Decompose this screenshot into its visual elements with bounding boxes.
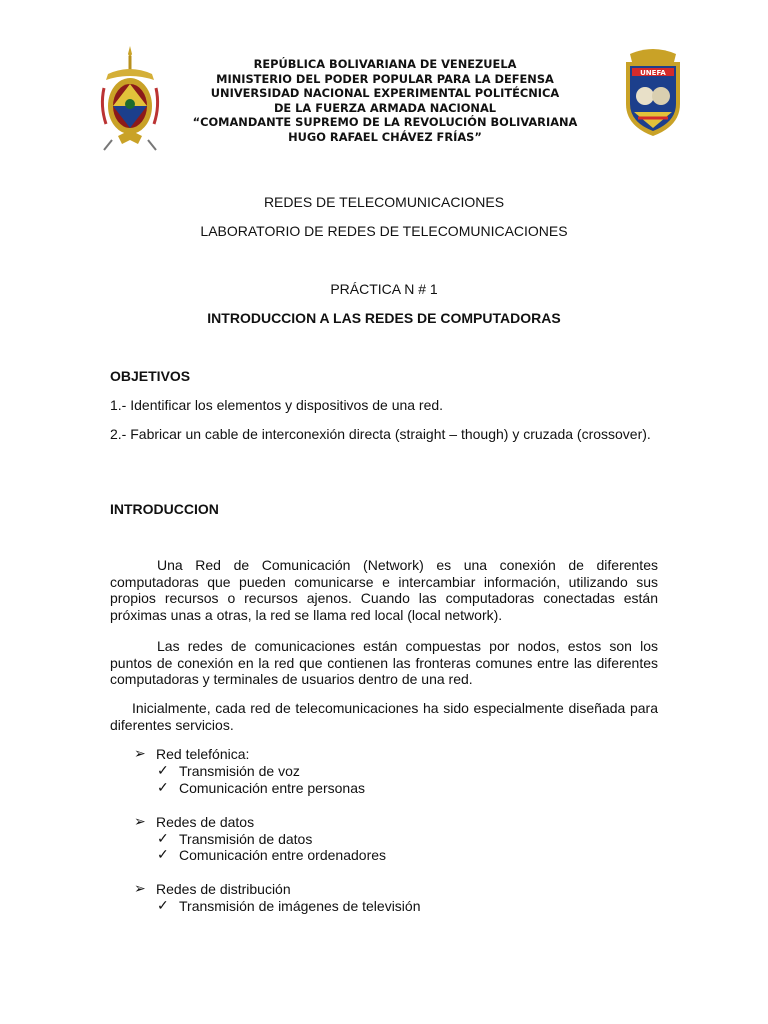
intro-heading: INTRODUCCION xyxy=(110,501,219,517)
checkmark-icon: ✓ xyxy=(157,897,169,913)
arrow-bullet-icon: ➢ xyxy=(134,745,146,761)
course-title: REDES DE TELECOMUNICACIONES xyxy=(263,194,505,210)
network-feature-label: Transmisión de imágenes de televisión xyxy=(179,897,421,914)
list-item xyxy=(157,846,386,863)
header-line: REPÚBLICA BOLIVARIANA DE VENEZUELA xyxy=(253,57,517,71)
list-item xyxy=(134,880,291,897)
header-line: MINISTERIO DEL PODER POPULAR PARA LA DEFENSA xyxy=(216,71,554,86)
institution-header xyxy=(190,57,580,145)
objectives-heading: OBJETIVOS xyxy=(110,368,191,384)
lab-title: LABORATORIO DE REDES DE TELECOMUNICACIONES xyxy=(200,223,568,239)
network-type-label: Red telefónica xyxy=(156,745,246,762)
network-feature-label: Transmisión de datos xyxy=(179,830,313,847)
checkmark-icon: ✓ xyxy=(157,762,169,778)
arrow-bullet-icon: ➢ xyxy=(134,813,146,829)
list-item xyxy=(157,830,312,847)
intro-paragraph: Las redes de comunicaciones están compuestas por nodos, estos son los puntos de conexión en la red que contienen las fronteras comunes entre las diferentes computadoras y terminales de usuarios dentro de una red. xyxy=(110,638,658,688)
network-type-label: Redes de datos xyxy=(156,813,255,830)
network-feature-label: Comunicación entre personas xyxy=(179,779,365,796)
network-feature-label: Comunicación entre ordenadores xyxy=(179,846,387,863)
list-item xyxy=(134,813,254,830)
network-feature-label: Transmisión de voz xyxy=(179,762,300,779)
practice-topic: INTRODUCCION A LAS REDES DE COMPUTADORAS xyxy=(207,310,561,326)
list-item xyxy=(157,897,421,914)
university-crest-icon xyxy=(98,44,162,152)
network-type-label: Redes de distribución xyxy=(156,880,291,897)
header-line: DE LA FUERZA ARMADA NACIONAL xyxy=(273,100,497,115)
header-line: UNIVERSIDAD NACIONAL EXPERIMENTAL POLITÉCNICA xyxy=(210,86,560,101)
unefa-shield-icon xyxy=(620,46,686,138)
checkmark-icon: ✓ xyxy=(157,846,169,862)
objective-item: 2.- Fabricar un cable de interconexión directa (straight – though) y cruzada (crossover). xyxy=(110,426,651,442)
intro-paragraph: Una Red de Comunicación (Network) es una conexión de diferentes computadoras que pueden comunicarse e intercambiar información, utilizando sus propios recursos o recursos ajenos. Cuando las computadoras conectadas están próximas unas a otras, la red se llama red local (local network). xyxy=(110,557,658,623)
checkmark-icon: ✓ xyxy=(157,779,169,795)
list-item xyxy=(157,762,300,779)
list-item: ➢ Red telefónica : xyxy=(134,745,250,762)
practice-number: PRÁCTICA N # 1 xyxy=(330,281,438,297)
list-item xyxy=(157,779,365,796)
header-line: HUGO RAFAEL CHÁVEZ FRÍAS” xyxy=(288,129,482,144)
intro-paragraph: Inicialmente, cada red de telecomunicaciones ha sido especialmente diseñada para diferentes servicios. xyxy=(110,700,658,733)
checkmark-icon: ✓ xyxy=(157,830,169,846)
objective-item: 1.- Identificar los elementos y dispositivos de una red. xyxy=(110,397,444,413)
header-line: “COMANDANTE SUPREMO DE LA REVOLUCIÓN BOLIVARIANA xyxy=(192,115,578,130)
arrow-bullet-icon: ➢ xyxy=(134,880,146,896)
logo-wordmark: UNEFA xyxy=(640,69,666,77)
